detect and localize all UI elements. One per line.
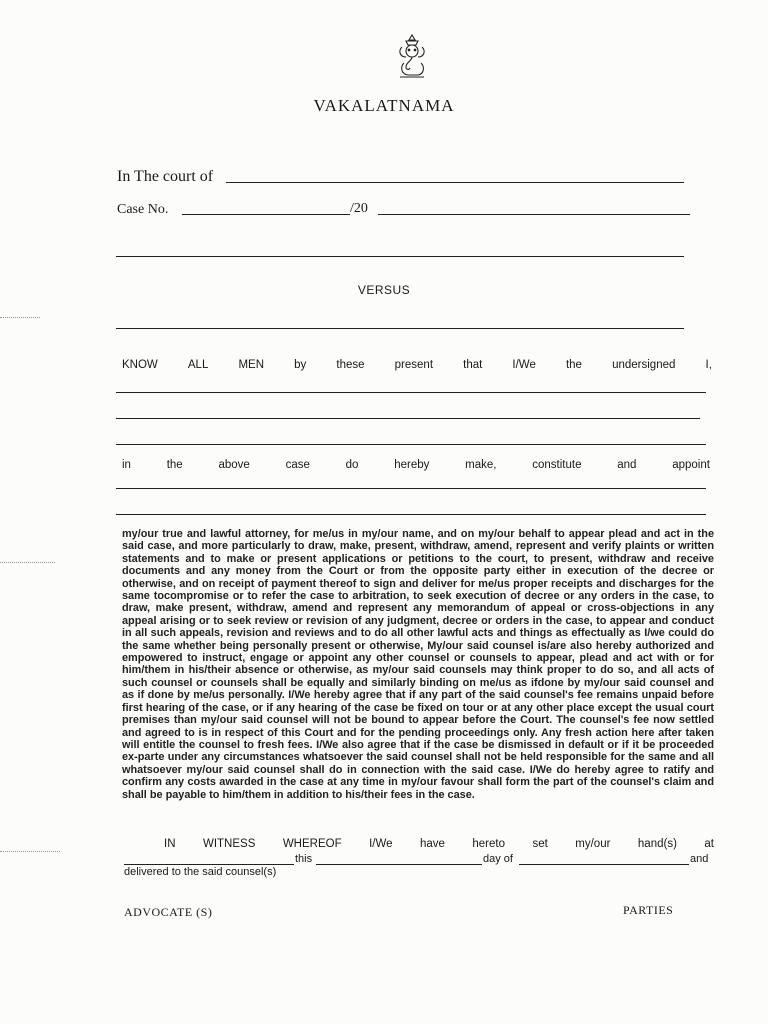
witness-row [164, 838, 714, 850]
appoint-row [122, 459, 710, 471]
know-word: undersigned [612, 359, 676, 371]
know-word: by [294, 359, 307, 371]
document-title: VAKALATNAMA [313, 96, 455, 115]
month-year-field[interactable] [519, 864, 689, 865]
witness-word: I/We [369, 838, 393, 850]
case-year-prefix: /20 [350, 201, 368, 216]
witness-word: hand(s) [637, 838, 677, 850]
client-name-field-1[interactable] [116, 392, 706, 393]
and-label: and [690, 853, 709, 865]
ganesha-emblem-icon [392, 33, 432, 81]
appoint-word: in [122, 459, 131, 471]
respondent-field[interactable] [116, 328, 684, 329]
appoint-word: hereby [394, 459, 430, 471]
witness-word: WITNESS [202, 838, 256, 850]
witness-word: have [419, 838, 445, 850]
authorization-paragraph: my/our true and lawful attorney, for me/us in my/our name, and on my/our behalf to appear plead and act in the said case, and more particularly to draw, make, present, withdraw, amend, represent and verify plaints or written statements and to make or present applications or petitions to the court, to present, withdraw and receive documents and any money from the Court or from the opposite party either in execution of the decree or otherwise, and on receipt of payment thereof to sign and deliver for me/us proper receipts and discharges for the same tocompromise or to refer the case to arbitration, to seek execution of decree or any orders in the case, to draw, make present, withdraw, amend and represent any memorandum of appeal or cross-objections in any appeal arising or to seek review or revision of any judgment, decree or orders in the case, to appear and conduct in all such appeals, revision and reviews and to do all other lawful acts and things as effectually as I/we could do the same whether being personally present or otherwise, My/our said counsel is/are also hereby authorized and empowered to instruct, engage or appoint any other counsel or counsels to appear, plead and act with or for him/them in his/their absence or otherwise, as my/our said counsels may think proper to do so, and all acts of such counsel or counsels shall be equally and similarly binding on me/us as ifdone by my/our said counsel and as if done by me/us personally. I/We hereby agree that if any part of the said counsel's fee remains unpaid before first hearing of the case, or if any hearing of the case be fixed on tour or at any other place except the usual court premises than my/our said counsel will not be bound to appear before the Court. The counsel's fee now settled and agreed to is in respect of this Court and for the pending proceedings only. Any fresh action here after taken will entitle the counsel to fresh fees. I/We also agree that if the case be dismissed in default or if it be proceeded ex-parte under any circumstances whatsoever the said counsel shall not be held responsible for the same and all whatsoever my/our said counsel shall do in connection with the said case. I/We do hereby agree to ratify and confirm any costs awarded in the case at any time in my/our favour shall form the part of the counsel's claim and shall be payable to him/them in addition to his/their fees in the case. [122, 528, 714, 801]
court-name-field[interactable] [226, 182, 684, 183]
know-word: that [463, 359, 483, 371]
witness-word: at [704, 838, 714, 850]
appoint-word: case [285, 459, 310, 471]
know-word: present [394, 359, 434, 371]
case-number-field[interactable] [182, 214, 350, 215]
witness-word: WHEREOF [282, 838, 342, 850]
day-of-label: day of [483, 853, 513, 865]
case-number-label: Case No. [117, 202, 169, 217]
advocate-name-field-2[interactable] [116, 514, 706, 515]
court-label: In The court of [117, 168, 214, 185]
know-word: I, [705, 359, 712, 371]
witness-word: my/our [575, 838, 611, 850]
witness-word: set [532, 838, 548, 850]
client-name-field-2[interactable] [116, 418, 700, 419]
know-word: ALL [187, 359, 209, 371]
advocate-name-field-1[interactable] [116, 488, 706, 489]
appoint-word: above [218, 459, 250, 471]
appoint-word: constitute [532, 459, 582, 471]
place-field[interactable] [124, 864, 294, 865]
know-all-men-row [122, 359, 712, 371]
witness-word: hereto [472, 838, 505, 850]
know-word: these [336, 359, 365, 371]
appoint-word: appoint [672, 459, 710, 471]
delivered-text: delivered to the said counsel(s) [124, 866, 277, 878]
petitioner-field[interactable] [116, 256, 684, 257]
parties-signature-label: PARTIES [623, 903, 674, 917]
appoint-word: the [166, 459, 183, 471]
client-name-field-3[interactable] [116, 444, 706, 445]
know-word: the [565, 359, 582, 371]
know-word: I/We [512, 359, 536, 371]
versus-label: VERSUS [357, 283, 411, 297]
know-word: KNOW [122, 359, 158, 371]
case-year-field[interactable] [378, 214, 690, 215]
appoint-word: make, [465, 459, 497, 471]
witness-word: IN [164, 838, 176, 850]
advocate-signature-label: ADVOCATE (S) [124, 905, 213, 919]
this-label: this [295, 853, 313, 865]
know-word: MEN [238, 359, 265, 371]
day-field[interactable] [316, 864, 482, 865]
appoint-word: and [617, 459, 637, 471]
appoint-word: do [345, 459, 359, 471]
